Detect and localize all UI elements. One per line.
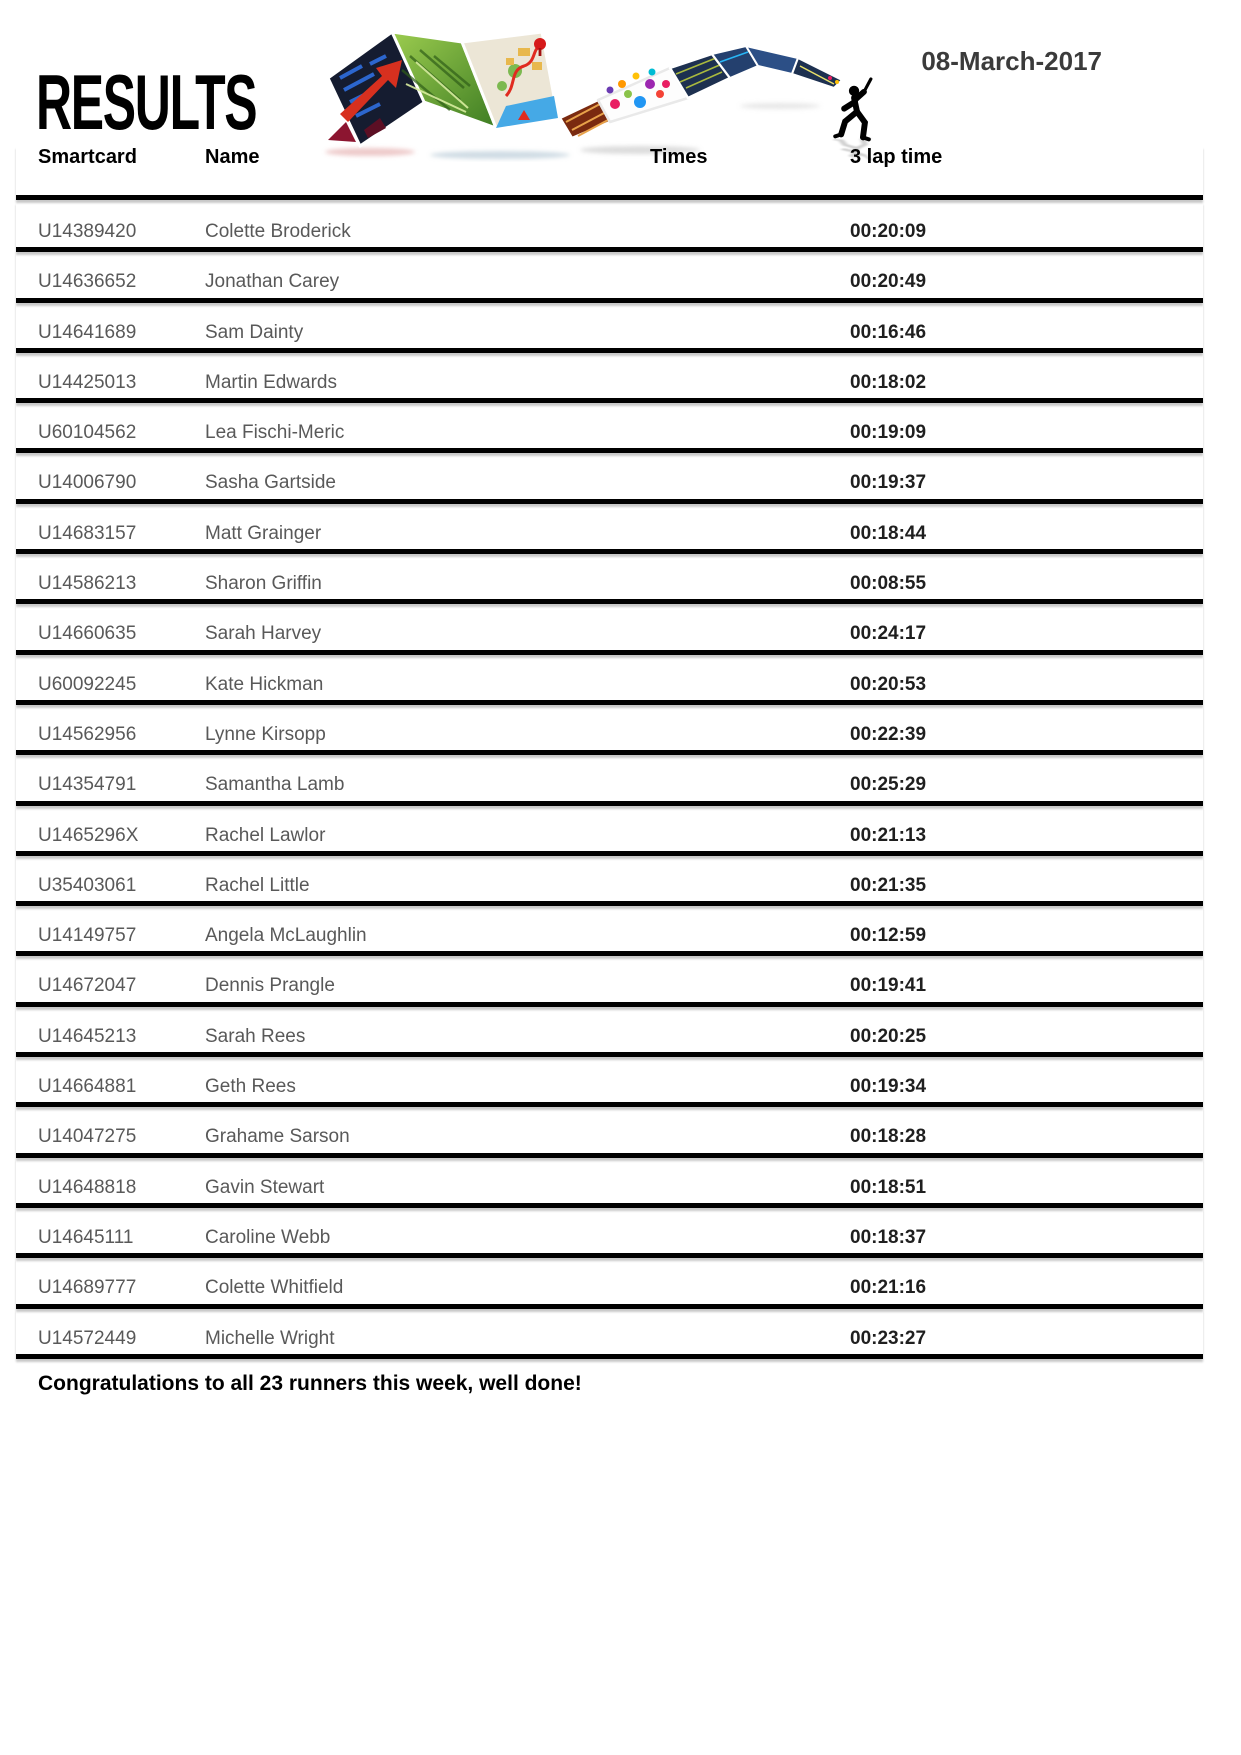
smartcard-cell: U14562956 xyxy=(38,723,137,745)
name-cell: Matt Grainger xyxy=(205,522,322,544)
table-row xyxy=(16,755,1203,805)
table-row xyxy=(16,1309,1203,1359)
name-cell: Michelle Wright xyxy=(205,1327,335,1349)
table-header xyxy=(16,146,1203,200)
lap-time-cell: 00:21:13 xyxy=(850,824,927,846)
name-cell: Lynne Kirsopp xyxy=(205,723,326,745)
name-cell: Martin Edwards xyxy=(205,371,337,393)
congratulations-message: Congratulations to all 23 runners this week, well done! xyxy=(38,1372,582,1395)
lap-time-cell: 00:25:29 xyxy=(850,774,927,796)
column-header-times: Times xyxy=(650,146,708,168)
lap-time-cell: 00:22:39 xyxy=(850,723,927,745)
name-cell: Gavin Stewart xyxy=(205,1176,325,1198)
smartcard-cell: U1465296X xyxy=(38,824,139,846)
table-row xyxy=(16,403,1203,453)
report-date: 08-March-2017 xyxy=(921,46,1102,76)
lap-time-cell: 00:12:59 xyxy=(850,925,927,947)
table-row xyxy=(16,554,1203,604)
table-row xyxy=(16,504,1203,554)
name-cell: Colette Whitfield xyxy=(205,1277,344,1299)
smartcard-cell: U60092245 xyxy=(38,673,137,695)
table-row xyxy=(16,856,1203,906)
lap-time-cell: 00:19:09 xyxy=(850,422,927,444)
map-ribbon-image xyxy=(310,26,855,162)
table-row xyxy=(16,252,1203,302)
lap-time-cell: 00:19:41 xyxy=(850,975,927,997)
lap-time-cell: 00:18:28 xyxy=(850,1126,927,1148)
lap-time-cell: 00:18:02 xyxy=(850,371,927,393)
name-cell: Angela McLaughlin xyxy=(205,925,367,947)
results-table-body xyxy=(16,202,1203,1359)
lap-time-cell: 00:24:17 xyxy=(850,623,927,645)
name-cell: Samantha Lamb xyxy=(205,774,345,796)
smartcard-cell: U14006790 xyxy=(38,472,137,494)
smartcard-cell: U14149757 xyxy=(38,925,137,947)
name-cell: Sasha Gartside xyxy=(205,472,336,494)
lap-time-cell: 00:21:16 xyxy=(850,1277,927,1299)
smartcard-cell: U14047275 xyxy=(38,1126,137,1148)
name-cell: Caroline Webb xyxy=(205,1226,331,1248)
name-cell: Geth Rees xyxy=(205,1076,296,1098)
name-cell: Dennis Prangle xyxy=(205,975,335,997)
name-cell: Sarah Harvey xyxy=(205,623,322,645)
smartcard-cell: U14689777 xyxy=(38,1277,137,1299)
lap-time-cell: 00:20:09 xyxy=(850,221,927,242)
name-cell: Rachel Lawlor xyxy=(205,824,326,846)
table-row xyxy=(16,705,1203,755)
page-title: RESULTS xyxy=(36,58,257,146)
smartcard-cell: U14660635 xyxy=(38,623,137,645)
smartcard-cell: U14572449 xyxy=(38,1327,137,1349)
table-row xyxy=(16,1057,1203,1107)
name-cell: Sam Dainty xyxy=(205,321,304,343)
lap-time-cell: 00:23:27 xyxy=(850,1327,927,1349)
lap-time-cell: 00:21:35 xyxy=(850,874,927,896)
smartcard-cell: U60104562 xyxy=(38,422,137,444)
lap-time-cell: 00:19:37 xyxy=(850,472,927,494)
table-row xyxy=(16,202,1203,252)
smartcard-cell: U35403061 xyxy=(38,874,137,896)
table-row xyxy=(16,1007,1203,1057)
smartcard-cell: U14425013 xyxy=(38,371,137,393)
table-row xyxy=(16,1107,1203,1157)
column-header-smartcard: Smartcard xyxy=(38,146,137,168)
table-row xyxy=(16,453,1203,503)
smartcard-cell: U14648818 xyxy=(38,1176,137,1198)
smartcard-cell: U14636652 xyxy=(38,271,137,293)
table-row xyxy=(16,806,1203,856)
name-cell: Sharon Griffin xyxy=(205,573,322,595)
lap-time-cell: 00:19:34 xyxy=(850,1076,927,1098)
name-cell: Sarah Rees xyxy=(205,1025,306,1047)
lap-time-cell: 00:18:37 xyxy=(850,1226,927,1248)
smartcard-cell: U14354791 xyxy=(38,774,137,796)
lap-time-cell: 00:16:46 xyxy=(850,321,927,343)
name-cell: Jonathan Carey xyxy=(205,271,340,293)
smartcard-cell: U14672047 xyxy=(38,975,137,997)
lap-time-cell: 00:18:44 xyxy=(850,522,927,544)
name-cell: Rachel Little xyxy=(205,874,310,896)
name-cell: Lea Fischi-Meric xyxy=(205,422,345,444)
smartcard-cell: U14641689 xyxy=(38,321,137,343)
name-cell: Grahame Sarson xyxy=(205,1126,350,1148)
table-row xyxy=(16,303,1203,353)
lap-time-cell: 00:20:53 xyxy=(850,673,927,695)
column-header-3-lap-time: 3 lap time xyxy=(850,146,943,168)
lap-time-cell: 00:18:51 xyxy=(850,1176,927,1198)
table-row xyxy=(16,906,1203,956)
lap-time-cell: 00:20:25 xyxy=(850,1025,927,1047)
table-row xyxy=(16,353,1203,403)
name-cell: Colette Broderick xyxy=(205,221,351,242)
smartcard-cell: U14664881 xyxy=(38,1076,137,1098)
table-row xyxy=(16,1258,1203,1308)
table-row xyxy=(16,655,1203,705)
smartcard-cell: U14683157 xyxy=(38,522,137,544)
smartcard-cell: U14389420 xyxy=(38,221,137,242)
lap-time-cell: 00:20:49 xyxy=(850,271,927,293)
smartcard-cell: U14645111 xyxy=(38,1226,134,1248)
table-row xyxy=(16,1208,1203,1258)
table-row xyxy=(16,604,1203,654)
column-header-name: Name xyxy=(205,146,260,168)
table-row xyxy=(16,956,1203,1006)
smartcard-cell: U14586213 xyxy=(38,573,137,595)
table-row xyxy=(16,1158,1203,1208)
lap-time-cell: 00:08:55 xyxy=(850,573,927,595)
name-cell: Kate Hickman xyxy=(205,673,324,695)
smartcard-cell: U14645213 xyxy=(38,1025,137,1047)
